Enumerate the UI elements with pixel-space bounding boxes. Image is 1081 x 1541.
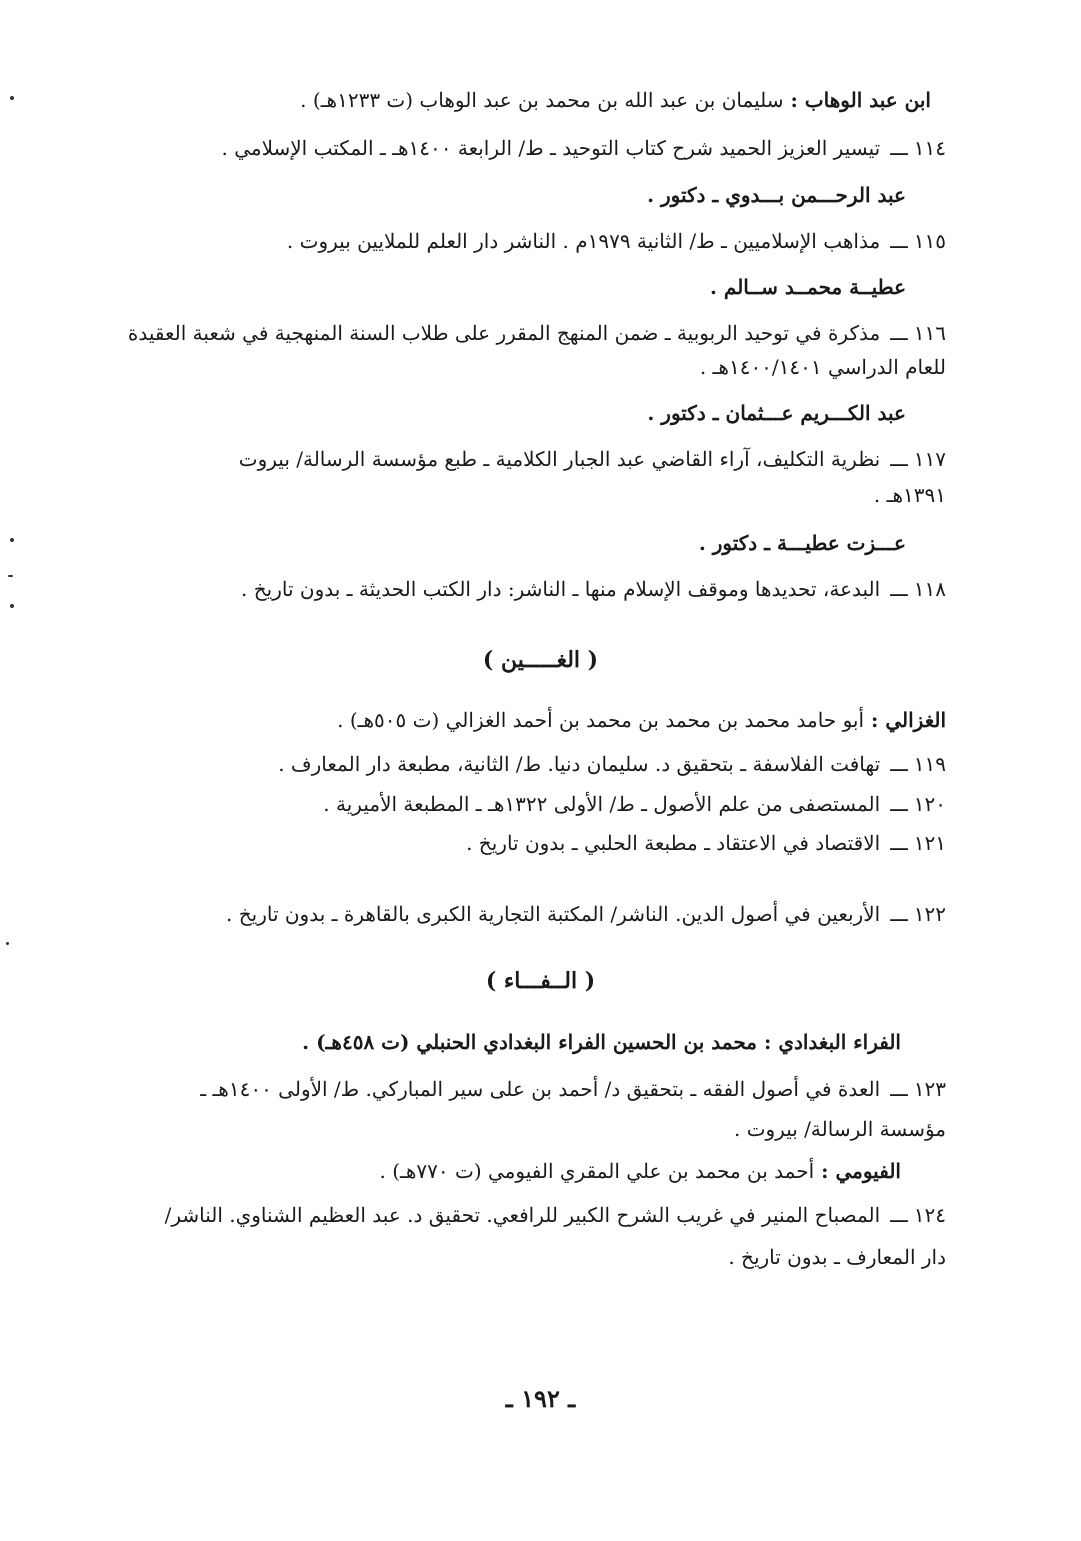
entry-line: ١١٨ـــالبدعة، تحديدها وموقف الإسلام منها ـ الناشر: دار الكتب الحديثة ـ بدون تاريخ . (241, 574, 946, 604)
entry-line: ١٢٣ـــالعدة في أصول الفقه ـ بتحقيق د/ أحمد بن على سير المباركي. ط/ الأولى ١٤٠٠هـ ـ (200, 1074, 946, 1104)
entry-text: العدة في أصول الفقه ـ بتحقيق د/ أحمد بن على سير المباركي. ط/ الأولى ١٤٠٠هـ ـ (200, 1077, 881, 1101)
author-name: عطيــة محمــد ســالم . (709, 275, 906, 299)
author-name: الفيومي : (821, 1159, 901, 1183)
entry-continuation: للعام الدراسي ١٤٠٠/١٤٠١هـ . (699, 355, 946, 379)
author-name: عبد الرحـــمن بـــدوي ـ دكتور . (647, 183, 906, 207)
section-heading: ( الــفـــاء ) (485, 968, 596, 994)
author-detail: أبو حامد محمد بن محمد بن محمد بن أحمد الغزالي (ت ٥٠٥هـ) . (337, 708, 865, 732)
entry-text: تيسير العزيز الحميد شرح كتاب التوحيد ـ ط/ الرابعة ١٤٠٠هـ ـ المكتب الإسلامي . (221, 136, 881, 160)
entry-number: ١٢٢ (913, 902, 946, 926)
scan-mark (8, 575, 13, 577)
entry-continuation: مؤسسة الرسالة/ بيروت . (733, 1117, 946, 1141)
scan-mark (6, 942, 9, 945)
entry-text: نظرية التكليف، آراء القاضي عبد الجبار الكلامية ـ طبع مؤسسة الرسالة/ بيروت (238, 447, 881, 471)
author-line (699, 528, 906, 558)
author-line (337, 705, 946, 735)
entry-number: ١٢٠ (913, 792, 946, 816)
entry-line: ١١٤ـــتيسير العزيز الحميد شرح كتاب التوحيد ـ ط/ الرابعة ١٤٠٠هـ ـ المكتب الإسلامي . (221, 133, 946, 163)
entry-text: البدعة، تحديدها وموقف الإسلام منها ـ الناشر: دار الكتب الحديثة ـ بدون تاريخ . (241, 577, 881, 601)
entry-text: الاقتصاد في الاعتقاد ـ مطبعة الحلبي ـ بدون تاريخ . (466, 831, 881, 855)
scan-mark (10, 538, 14, 542)
entry-text: تهافت الفلاسفة ـ بتحقيق د. سليمان دنيا. ط/ الثانية، مطبعة دار المعارف . (278, 752, 881, 776)
author-line (300, 85, 931, 115)
entry-line: ١٢٢ـــالأربعين في أصول الدين. الناشر/ المكتبة التجارية الكبرى بالقاهرة ـ بدون تاريخ . (226, 899, 946, 929)
entry-number: ١١٦ (913, 321, 946, 345)
author-line (647, 180, 906, 210)
entry-line: ١١٦ـــمذكرة في توحيد الربوبية ـ ضمن المنهج المقرر على طلاب السنة المنهجية في شعبة العقيدة (128, 318, 946, 348)
author-line (302, 1027, 901, 1057)
entry-number: ١٢٣ (913, 1077, 946, 1101)
author-name: عـــزت عطيـــة ـ دكتور . (698, 531, 906, 555)
author-detail: محمد بن الحسين الفراء البغدادي الحنبلي (ت ٤٥٨هـ) . (302, 1030, 757, 1054)
entry-line: ١١٥ـــمذاهب الإسلاميين ـ ط/ الثانية ١٩٧٩م . الناشر دار العلم للملايين بيروت . (287, 226, 946, 256)
entry-text: المستصفى من علم الأصول ـ ط/ الأولى ١٣٢٢هـ ـ المطبعة الأميرية . (323, 792, 881, 816)
entry-line: ١١٧ـــنظرية التكليف، آراء القاضي عبد الجبار الكلامية ـ طبع مؤسسة الرسالة/ بيروت (239, 444, 946, 474)
section-heading: ( الغـــــين ) (482, 647, 599, 673)
author-line (379, 1156, 901, 1186)
page-number: ـ ١٩٢ ـ (505, 1384, 576, 1413)
author-line (710, 272, 906, 302)
entry-continuation: ١٣٩١هـ . (873, 483, 946, 507)
entry-number: ١١٧ (913, 447, 946, 471)
entry-text: مذاهب الإسلاميين ـ ط/ الثانية ١٩٧٩م . الناشر دار العلم للملايين بيروت . (286, 229, 881, 253)
author-detail: أحمد بن محمد بن علي المقري الفيومي (ت ٧٧٠هـ) . (379, 1159, 815, 1183)
entry-number: ١٢١ (913, 831, 946, 855)
entry-text: مذكرة في توحيد الربوبية ـ ضمن المنهج المقرر على طلاب السنة المنهجية في شعبة العقيدة (127, 321, 881, 345)
author-name: ابن عبد الوهاب : (790, 88, 931, 112)
entry-number: ١٢٤ (913, 1203, 946, 1227)
author-name: عبد الكـــريم عـــثمان ـ دكتور . (647, 401, 906, 425)
entry-continuation: دار المعارف ـ بدون تاريخ . (728, 1245, 946, 1269)
entry-line: ١٢١ـــالاقتصاد في الاعتقاد ـ مطبعة الحلبي ـ بدون تاريخ . (466, 828, 946, 858)
author-name: الفراء البغدادي : (763, 1030, 901, 1054)
entry-line: ١١٩ـــتهافت الفلاسفة ـ بتحقيق د. سليمان دنيا. ط/ الثانية، مطبعة دار المعارف . (278, 749, 946, 779)
entry-number: ١١٨ (913, 577, 946, 601)
scan-mark (10, 604, 14, 608)
author-name: الغزالي : (871, 708, 946, 732)
entry-text: الأربعين في أصول الدين. الناشر/ المكتبة التجارية الكبرى بالقاهرة ـ بدون تاريخ . (226, 902, 881, 926)
entry-number: ١١٥ (913, 229, 946, 253)
author-line (647, 398, 906, 428)
entry-line: ١٢٤ـــالمصباح المنير في غريب الشرح الكبير للرافعي. تحقيق د. عبد العظيم الشناوي. الناشر/ (165, 1200, 946, 1230)
author-detail: سليمان بن عبد الله بن محمد بن عبد الوهاب (ت ١٢٣٣هـ) . (300, 88, 784, 112)
entry-number: ١١٤ (913, 136, 946, 160)
entry-number: ١١٩ (913, 752, 946, 776)
entry-text: المصباح المنير في غريب الشرح الكبير للرافعي. تحقيق د. عبد العظيم الشناوي. الناشر/ (164, 1203, 881, 1227)
entry-line: ١٢٠ـــالمستصفى من علم الأصول ـ ط/ الأولى ١٣٢٢هـ ـ المطبعة الأميرية . (323, 789, 946, 819)
scan-mark (10, 96, 14, 100)
